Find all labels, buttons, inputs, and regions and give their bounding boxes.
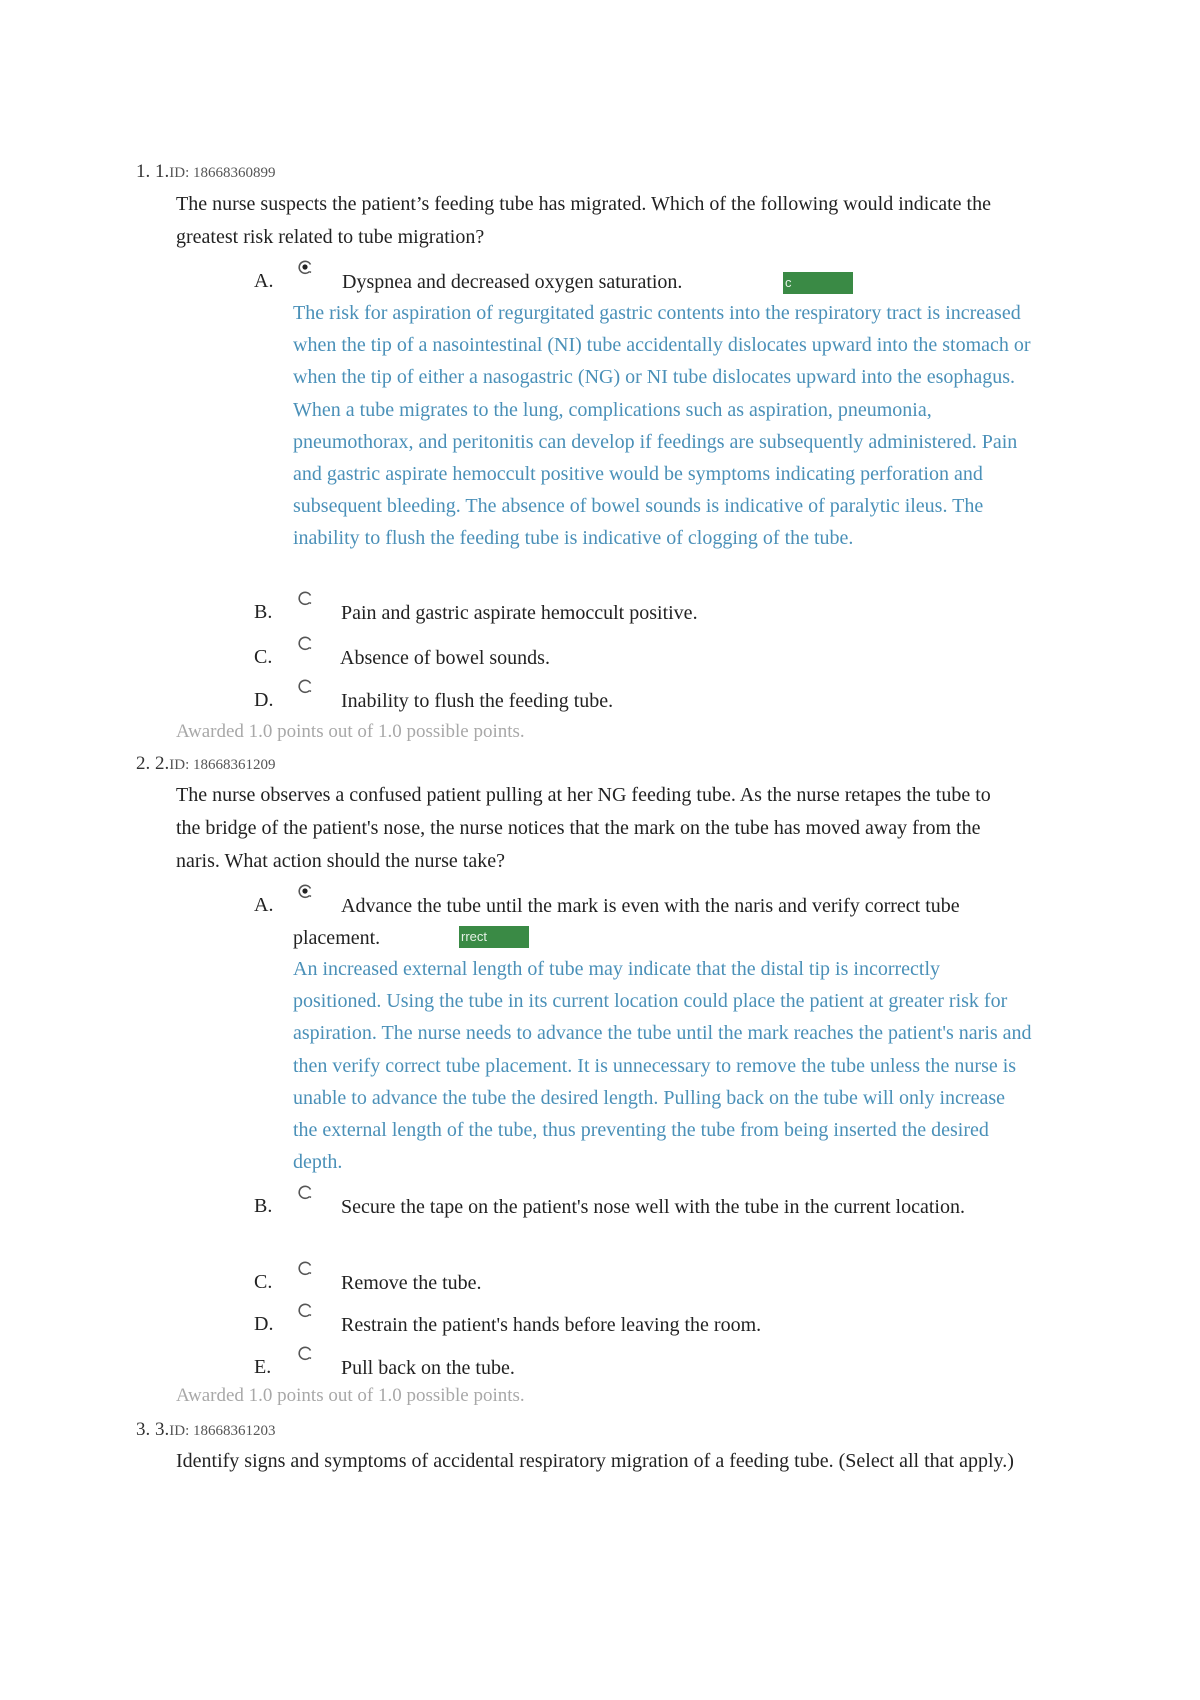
radio-unselected-icon[interactable]	[297, 1260, 313, 1276]
radio-unselected-icon[interactable]	[297, 1302, 313, 1318]
option-letter: C.	[254, 646, 273, 668]
option-letter: E.	[254, 1356, 272, 1378]
points-awarded: Awarded 1.0 points out of 1.0 possible points.	[176, 721, 525, 742]
option-text: Inability to flush the feeding tube.	[341, 690, 614, 712]
question-1-stem: The nurse suspects the patient’s feeding tube has migrated. Which of the following would indicate the greatest risk related to tube migration?	[176, 193, 991, 248]
question-2-stem: The nurse observes a confused patient pulling at her NG feeding tube. As the nurse retapes the tube to the bridge of the patient's nose, the nurse notices that the mark on the tube has moved away from the naris. What action should the nurse take?	[176, 784, 991, 872]
radio-unselected-icon[interactable]	[297, 590, 313, 606]
correct-badge: c	[783, 272, 853, 294]
radio-unselected-icon[interactable]	[297, 635, 313, 651]
question-number: 1. 1.	[136, 161, 170, 182]
option-text: Secure the tape on the patient's nose well with the tube in the current location.	[341, 1196, 965, 1218]
points-awarded: Awarded 1.0 points out of 1.0 possible points.	[176, 1385, 525, 1406]
correct-badge: rrect	[459, 926, 529, 948]
option-text: Remove the tube.	[341, 1272, 482, 1294]
option-letter: D.	[254, 689, 274, 711]
question-number: 2. 2.	[136, 753, 170, 774]
radio-unselected-icon[interactable]	[297, 678, 313, 694]
option-text: Dyspnea and decreased oxygen saturation.	[342, 271, 683, 293]
question-2-header	[136, 753, 276, 775]
question-3-header	[136, 1419, 276, 1441]
question-id: ID: 18668360899	[169, 165, 276, 181]
answer-feedback: The risk for aspiration of regurgitated gastric contents into the respiratory tract is increased when the tip of a nasointestinal (NI) tube accidentally dislocates upward into the stomach or when the tip of either a nasogastric (NG) or NI tube dislocates upward into the esophagus. When a tube migrates to the lung, complications such as aspiration, pneumonia, pneumothorax, and peritonitis can develop if feedings are subsequently administered. Pain and gastric aspirate hemoccult positive would be symptoms indicating perforation and subsequent bleeding. The absence of bowel sounds is indicative of paralytic ileus. The inability to flush the feeding tube is indicative of clogging of the tube.	[293, 302, 1031, 550]
question-3-stem: Identify signs and symptoms of accidental respiratory migration of a feeding tube. (Select all that apply.)	[176, 1450, 1014, 1472]
radio-selected-icon[interactable]	[297, 259, 313, 275]
option-text: Pain and gastric aspirate hemoccult positive.	[341, 602, 698, 624]
answer-feedback: An increased external length of tube may indicate that the distal tip is incorrectly positioned. Using the tube in its current location could place the patient at greater risk for aspiration. The nurse needs to advance the tube until the mark reaches the patient's naris and then verify correct tube placement. It is unnecessary to remove the tube unless the nurse is unable to advance the tube the desired length. Pulling back on the tube will only increase the external length of the tube, thus preventing the tube from being inserted the desired depth.	[293, 958, 1032, 1174]
option-letter: B.	[254, 601, 273, 623]
option-letter: A.	[254, 270, 274, 292]
option-letter: D.	[254, 1313, 274, 1335]
option-text: Advance the tube until the mark is even with the naris and verify correct tube placement.	[293, 895, 960, 949]
question-id: ID: 18668361203	[169, 1423, 276, 1439]
option-letter: A.	[254, 894, 274, 916]
question-id: ID: 18668361209	[169, 757, 276, 773]
option-text: Restrain the patient's hands before leaving the room.	[341, 1314, 762, 1336]
option-letter: C.	[254, 1271, 273, 1293]
question-number: 3. 3.	[136, 1419, 170, 1440]
question-1-header	[136, 161, 276, 183]
option-text: Absence of bowel sounds.	[340, 647, 550, 669]
radio-unselected-icon[interactable]	[297, 1345, 313, 1361]
option-letter: B.	[254, 1195, 273, 1217]
option-text: Pull back on the tube.	[341, 1357, 515, 1379]
